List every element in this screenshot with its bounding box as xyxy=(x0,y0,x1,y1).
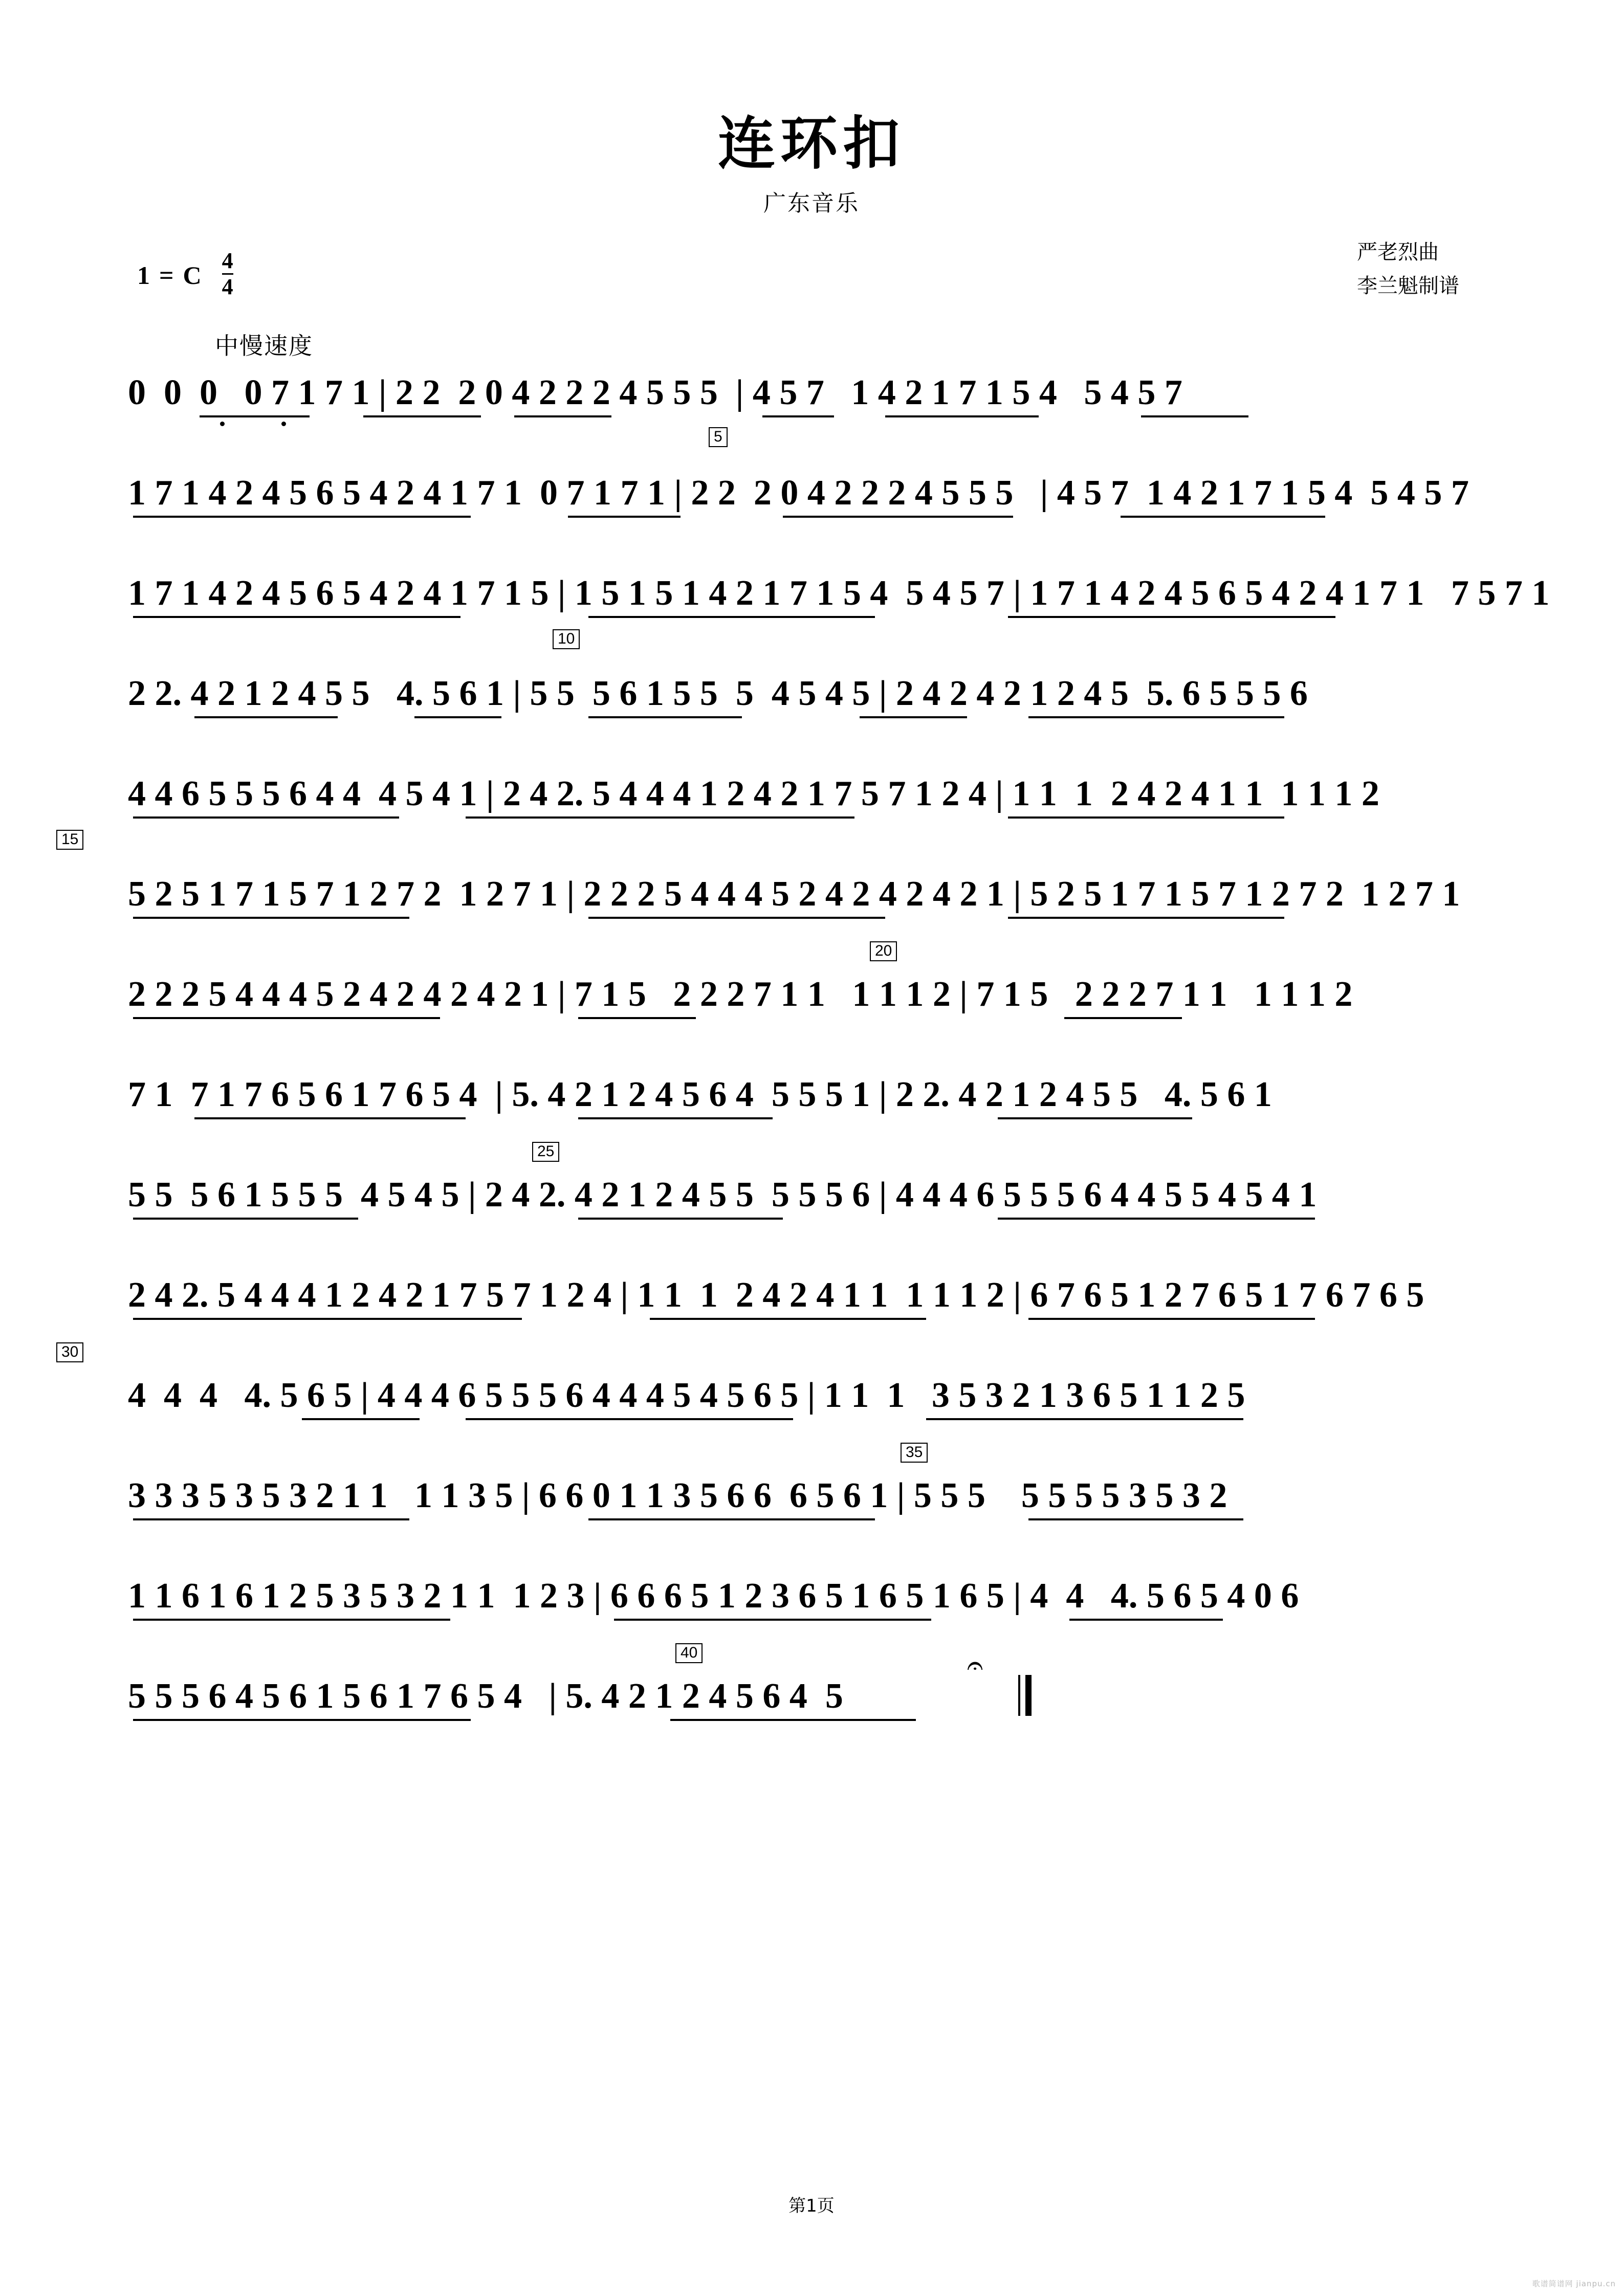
staff-line xyxy=(128,1644,1499,1729)
beam-underline xyxy=(133,516,471,518)
beam-underline xyxy=(1008,816,1284,819)
beam-underline xyxy=(1028,1518,1243,1520)
beam-underline xyxy=(578,1017,696,1019)
beam-underline xyxy=(926,1418,1243,1420)
note-row: 2 2. 4 2 1 2 4 5 5 4. 5 6 1 | 5 5 5 6 1 5 5 5 4 5 4 5 | 2 4 2 4 2 1 2 4 5 5. 6 5 5 5 6 xyxy=(128,674,1308,713)
note-row: 2 2 2 5 4 4 4 5 2 4 2 4 2 4 2 1 | 7 1 5 2 2 2 7 1 1 1 1 1 2 | 7 1 5 2 2 2 7 1 1 1 1 1 2 xyxy=(128,975,1353,1014)
staff-line xyxy=(128,1143,1499,1228)
beam-underline xyxy=(998,1117,1192,1119)
beam-underline xyxy=(588,616,875,618)
beam-underline xyxy=(650,1318,926,1320)
beam-underline xyxy=(200,415,310,417)
beam-underline xyxy=(578,1218,783,1220)
measure-number: 30 xyxy=(56,1342,83,1362)
octave-dot xyxy=(281,422,286,426)
composer-label: 严老烈曲 xyxy=(1357,240,1439,264)
beam-underline xyxy=(1121,516,1325,518)
beam-underline xyxy=(133,1318,522,1320)
staff-line xyxy=(128,1070,1499,1128)
credits-block xyxy=(1357,235,1459,303)
note-row: 0 0 0 0 7 1 7 1 | 2 2 2 0 4 2 2 2 4 5 5 5 | 4 5 7 1 4 2 1 7 1 5 4 5 4 5 7 xyxy=(128,373,1182,412)
beam-underline xyxy=(1064,1017,1182,1019)
beam-underline xyxy=(670,1719,916,1721)
measure-number: 20 xyxy=(870,941,897,961)
beam-underline xyxy=(466,1418,793,1420)
beam-underline xyxy=(363,415,481,417)
page-footer: 第1页 xyxy=(788,2196,835,2216)
beam-underline xyxy=(133,1518,409,1520)
measure-number: 35 xyxy=(901,1443,928,1463)
beam-underline xyxy=(133,917,409,919)
note-row: 4 4 4 4. 5 6 5 | 4 4 4 6 5 5 5 6 4 4 4 5 4 5 6 5 | 1 1 1 3 5 3 2 1 3 6 5 1 1 2 5 xyxy=(128,1376,1245,1415)
measure-number: 10 xyxy=(553,629,580,649)
beam-underline xyxy=(1141,415,1248,417)
note-row: 7 1 7 1 7 6 5 6 1 7 6 5 4 | 5. 4 2 1 2 4 5 6 4 5 5 5 1 | 2 2. 4 2 1 2 4 5 5 4. 5 6 1 xyxy=(128,1075,1272,1114)
beam-underline xyxy=(568,516,681,518)
key-value: C xyxy=(183,260,202,290)
staff-line xyxy=(128,1271,1499,1328)
beam-underline xyxy=(1069,1619,1223,1621)
note-row: 1 7 1 4 2 4 5 6 5 4 2 4 1 7 1 5 | 1 5 1 5 1 4 2 1 7 1 5 4 5 4 5 7 | 1 7 1 4 2 4 5 6 5 4 2 4 1 7 1 7 5 7 1 xyxy=(128,573,1550,613)
beam-underline xyxy=(998,1218,1315,1220)
key-equals: = xyxy=(159,260,174,290)
tempo-marking: 中慢速度 xyxy=(215,332,313,360)
beam-underline xyxy=(588,1518,875,1520)
arranger-label: 李兰魁制谱 xyxy=(1357,274,1459,298)
note-row: 3 3 3 5 3 5 3 2 1 1 1 1 3 5 | 6 6 0 1 1 3 5 6 6 6 5 6 1 | 5 5 5 5 5 5 5 3 5 3 2 xyxy=(128,1476,1227,1515)
beam-underline xyxy=(133,1619,450,1621)
key-signature xyxy=(137,248,233,299)
beam-underline xyxy=(133,1017,440,1019)
time-signature-numerator: 4 xyxy=(222,248,233,273)
key-number: 1 xyxy=(137,260,150,290)
beam-underline xyxy=(860,716,967,718)
beam-underline xyxy=(783,516,1013,518)
measure-number: 25 xyxy=(532,1142,559,1162)
beam-underline xyxy=(414,716,501,718)
staff-line xyxy=(61,1343,1499,1428)
measure-number: 15 xyxy=(56,830,83,850)
beam-underline xyxy=(133,816,399,819)
note-row: 5 5 5 6 4 5 6 1 5 6 1 7 6 5 4 | 5. 4 2 1 2 4 5 6 4 5 xyxy=(128,1676,843,1716)
measure-number: 5 xyxy=(709,427,728,447)
fermata-icon: 𝄐 xyxy=(967,1650,983,1682)
note-row: 5 2 5 1 7 1 5 7 1 2 7 2 1 2 7 1 | 2 2 2 5 4 4 4 5 2 4 2 4 2 4 2 1 | 5 2 5 1 7 1 5 7 1 2 7 2 1 2 7 1 xyxy=(128,874,1460,914)
beam-underline xyxy=(1008,917,1284,919)
staff-line xyxy=(128,368,1499,445)
beam-underline xyxy=(588,716,742,718)
staff-line xyxy=(61,769,1499,848)
beam-underline xyxy=(133,1218,358,1220)
beam-underline xyxy=(194,716,338,718)
beam-underline xyxy=(1008,616,1335,618)
time-signature-denominator: 4 xyxy=(222,274,233,299)
note-row: 5 5 5 6 1 5 5 5 4 5 4 5 | 2 4 2. 4 2 1 2 4 5 5 5 5 5 6 | 4 4 4 6 5 5 5 6 4 4 5 5 4 5 4 1 xyxy=(128,1175,1317,1215)
beam-underline xyxy=(588,917,885,919)
beam-underline xyxy=(194,1117,466,1119)
beam-underline xyxy=(762,415,834,417)
beam-underline xyxy=(1028,1318,1315,1320)
staff-line xyxy=(128,569,1550,647)
octave-dot xyxy=(220,422,225,426)
watermark-text: 歌谱简谱网 jianpu.cn xyxy=(1532,2279,1616,2288)
page-title: 连环扣 xyxy=(718,111,905,177)
beam-underline xyxy=(1028,716,1284,718)
staff-line xyxy=(128,669,1499,726)
beam-underline xyxy=(885,415,1039,417)
note-row: 4 4 6 5 5 5 6 4 4 4 5 4 1 | 2 4 2. 5 4 4 4 1 2 4 2 1 7 5 7 1 2 4 | 1 1 1 2 4 2 4 1 1 1 1 1 2 xyxy=(128,774,1379,813)
note-row: 1 1 6 1 6 1 2 5 3 5 3 2 1 1 1 2 3 | 6 6 6 5 1 2 3 6 5 1 6 5 1 6 5 | 4 4 4. 5 6 5 4 0 6 xyxy=(128,1576,1299,1616)
music-staff xyxy=(61,368,1550,1772)
beam-underline xyxy=(466,816,854,819)
staff-line xyxy=(128,469,1499,526)
page-subtitle: 广东音乐 xyxy=(763,190,860,216)
beam-underline xyxy=(514,415,611,417)
beam-underline xyxy=(133,616,460,618)
staff-line xyxy=(128,870,1499,927)
note-row: 2 4 2. 5 4 4 4 1 2 4 2 1 7 5 7 1 2 4 | 1 1 1 2 4 2 4 1 1 1 1 1 2 | 6 7 6 5 1 2 7 6 5 1 7 6 7 6 5 xyxy=(128,1275,1424,1315)
time-signature xyxy=(222,250,233,298)
beam-underline xyxy=(614,1619,931,1621)
staff-line xyxy=(128,1444,1499,1529)
measure-number: 40 xyxy=(675,1643,703,1663)
note-row: 1 7 1 4 2 4 5 6 5 4 2 4 1 7 1 0 7 1 7 1 | 2 2 2 0 4 2 2 2 4 5 5 5 | 4 5 7 1 4 2 1 7 1 5 4 5 4 5 7 xyxy=(128,473,1469,513)
staff-line xyxy=(128,942,1499,1027)
beam-underline xyxy=(133,1719,471,1721)
beam-underline xyxy=(302,1418,420,1420)
staff-line xyxy=(128,1572,1499,1629)
beam-underline xyxy=(578,1117,773,1119)
